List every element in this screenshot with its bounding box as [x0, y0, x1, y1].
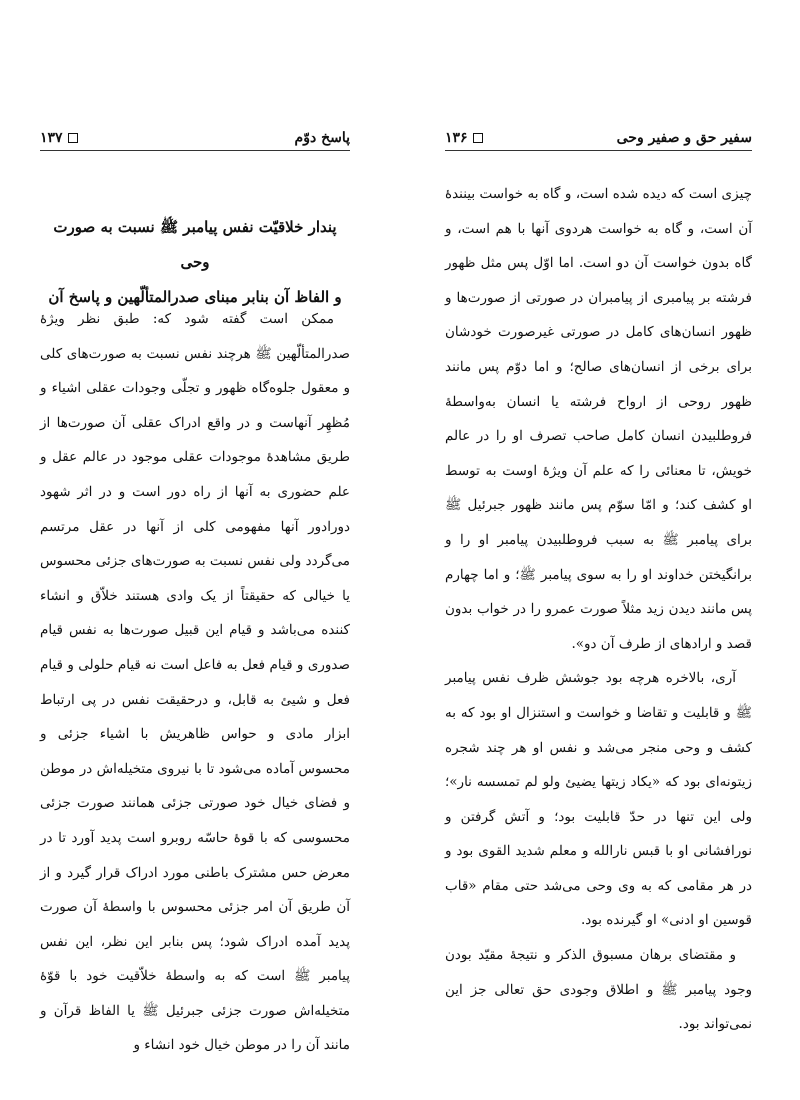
paragraph: آری، بالاخره هرچه بود جوشش ظرف نفس پیامبر ﷺ و قابلیت و تقاضا و خواست و استنزال او بود که به کشف و وحی منجر می‌شد و نفس او هر چند شجره زیتونه‌ای بود که «یکاد زیتها یضیئ ولو لم تمسسه نار»؛ ولی این تنها در حدّ قابلیت بود؛ و آتش گرفتن و نورافشانی او با قبس نارالله و معلم شدید القوی بود و در هر مقامی که به وی وحی می‌شد حتی مقام «قاب قوسین او ادنی» او گیرنده بود.: [445, 670, 752, 929]
header-divider: [445, 150, 752, 151]
right-page-running-title: سفیر حق و صفیر وحی: [616, 130, 752, 146]
right-page-header: [445, 128, 752, 148]
paragraph: و مقتضای برهان مسبوق الذکر و نتیجهٔ مقیّد بودن وجود پیامبر ﷺ و اطلاق وجودی حق تعالی جز این نمی‌تواند بود.: [445, 947, 752, 1033]
paragraph: چیزی است که دیده شده است، و گاه به خواست بینندهٔ آن است، و گاه به خواست هردوی آنها با هم است، و گاه بدون خواست آن دو است. اما اوّل پس مثل ظهور فرشته بر پیامبری از پیامبران در صورتی از صورت‌ها و ظهور انسان‌های کامل در صورتی غیرصورت خودشان برای برخی از انسان‌های صالح؛ و اما دوّم پس مانند ظهور روحی از ارواح فرشته یا انسان به‌واسطهٔ فروطلبیدن انسان کامل صاحب تصرف او را در عالم خویش، تا معنائی را که علم آن ویژهٔ اوست به توسط او کشف کند؛ و امّا سوّم پس مانند ظهور جبرئیل ﷺ برای پیامبر ﷺ به سبب فروطلبیدن پیامبر او را و برانگیختن خداوند او را به سوی پیامبر ﷺ؛ و اما چهارم پس مانند دیدن زید مثلاً صورت عمرو را در خواب بدون قصد و ارادهای از طرف آن دو».: [445, 186, 752, 652]
left-page-number-group: [40, 130, 78, 146]
right-page-number: ۱۳۶: [445, 130, 468, 146]
square-icon: [68, 133, 78, 143]
section-heading-line-2: و الفاظ آن بنابر مبنای صدرالمتألّهین و پاسخ آن: [48, 288, 342, 306]
right-page: [400, 0, 800, 1100]
right-page-number-group: [445, 130, 483, 146]
left-page-header: [40, 128, 350, 148]
right-page-body: [445, 177, 752, 1042]
square-icon: [473, 133, 483, 143]
left-page-body: ممکن است گفته شود که: طبق نظر ویژهٔ صدرالمتألّهین ﷺ هرچند نفس نسبت به صورت‌های کلی و معقول جلوه‌گاه ظهور و تجلّی وجودات عقلی اشیاء و مُظهِر آنهاست و در واقع ادراک عقلی آن صورت‌ها از طریق مشاهدهٔ موجودات عقلی موجود در عالم عقل و علم حضوری به آنها از راه دور است و در اثر شهود دورادور آنها مفهومی کلی از آنها در عقل مرتسم می‌گردد ولی نفس نسبت به صورت‌های جزئی محسوس یا خیالی که حقیقتاً از یک وادی هستند خلاّق و انشاء کننده می‌باشد و قیام این قبیل صورت‌ها به نفس قیام صدوری و قیام فعل به فاعل است نه قیام حلولی و قیام فعل و شیئ به قابل، و درحقیقت نفس در پی ارتباط ابزار مادی و حواس ظاهریش با اشیاء جزئی و محسوس آماده می‌شود تا با نیروی متخیله‌اش در موطن و فضای خیال خود صورتی جزئی همانند صورت جزئی محسوسی که با قوهٔ حاسّه روبرو است پدید آورد تا در معرض حس مشترک باطنی مورد ادراک قرار گیرد و از آن طریق آن امر جزئی محسوس با واسطهٔ آن صورت پدید آمده ادراک شود؛ پس بنابر این نظر، این نفس پیامبر ﷺ است که به واسطهٔ خلاّقیت خود با قوّهٔ متخیله‌اش صورت جزئی جبرئیل ﷺ یا الفاظ قرآن و مانند آن را در موطن خیال خود انشاء و: [40, 311, 350, 1054]
section-heading-line-1: پندار خلاقیّت نفس پیامبر ﷺ نسبت به صورت وحی: [53, 218, 337, 271]
left-page-running-title: پاسخ دوّم: [294, 130, 350, 146]
header-divider: [40, 150, 350, 151]
left-page-number: ۱۳۷: [40, 130, 63, 146]
section-heading: [40, 210, 350, 315]
